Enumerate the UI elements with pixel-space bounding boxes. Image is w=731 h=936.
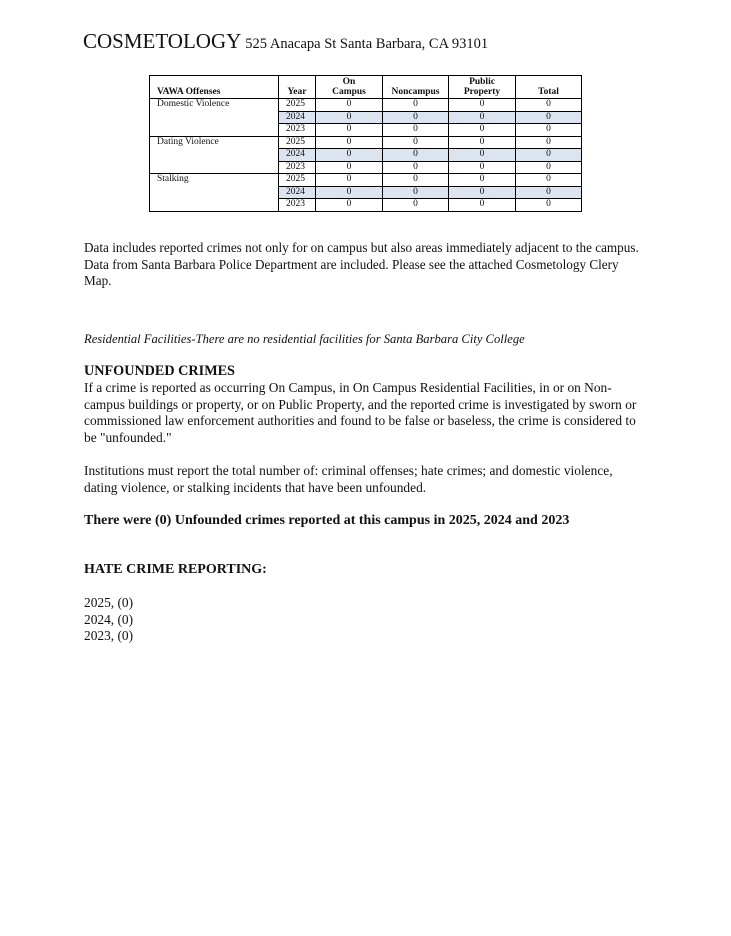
on-campus-cell: 0 bbox=[316, 161, 383, 174]
vawa-offenses-table bbox=[149, 75, 582, 212]
hate-crime-list bbox=[84, 595, 644, 645]
noncampus-cell: 0 bbox=[383, 99, 449, 112]
noncampus-cell: 0 bbox=[383, 199, 449, 212]
total-cell: 0 bbox=[516, 174, 582, 187]
total-cell: 0 bbox=[516, 149, 582, 162]
unfounded-crimes-heading: UNFOUNDED CRIMES bbox=[84, 363, 235, 379]
col-header-year: Year bbox=[279, 76, 316, 99]
table-row bbox=[150, 99, 582, 112]
total-cell: 0 bbox=[516, 124, 582, 137]
list-item: 2025, (0) bbox=[84, 595, 134, 610]
table-row bbox=[150, 174, 582, 187]
on-campus-cell: 0 bbox=[316, 99, 383, 112]
total-cell: 0 bbox=[516, 111, 582, 124]
noncampus-cell: 0 bbox=[383, 149, 449, 162]
col-header-offense: VAWA Offenses bbox=[150, 76, 279, 99]
noncampus-cell: 0 bbox=[383, 111, 449, 124]
residential-facilities-note: Residential Facilities-There are no residential facilities for Santa Barbara City College bbox=[84, 332, 525, 346]
col-header-total: Total bbox=[516, 76, 582, 99]
unfounded-definition-paragraph: If a crime is reported as occurring On Campus, in On Campus Residential Facilities, in or on Non-campus buildings or property, or on Public Property, and the reported crime is investigated by sworn or commissioned law enforcement authorities and found to be false or baseless, the crime is considered to be "unfounded." bbox=[84, 380, 637, 445]
noncampus-cell: 0 bbox=[383, 174, 449, 187]
offense-label: Domestic Violence bbox=[150, 99, 279, 137]
on-campus-cell: 0 bbox=[316, 174, 383, 187]
offense-label: Dating Violence bbox=[150, 136, 279, 174]
institutions-requirement-paragraph: Institutions must report the total number of: criminal offenses; hate crimes; and domestic violence, dating violence, or stalking incidents that have been unfounded. bbox=[84, 463, 613, 495]
year-cell: 2025 bbox=[279, 99, 316, 112]
year-cell: 2023 bbox=[279, 161, 316, 174]
page-header bbox=[83, 29, 488, 54]
table-row bbox=[150, 136, 582, 149]
col-header-on-campus: On Campus bbox=[316, 76, 383, 99]
campus-title: COSMETOLOGY bbox=[83, 29, 242, 53]
noncampus-cell: 0 bbox=[383, 161, 449, 174]
offense-label: Stalking bbox=[150, 174, 279, 212]
year-cell: 2024 bbox=[279, 186, 316, 199]
public-property-cell: 0 bbox=[449, 99, 516, 112]
campus-address: 525 Anacapa St Santa Barbara, CA 93101 bbox=[245, 36, 489, 52]
public-property-cell: 0 bbox=[449, 186, 516, 199]
unfounded-count-statement: There were (0) Unfounded crimes reported at this campus in 2025, 2024 and 2023 bbox=[84, 513, 570, 528]
on-campus-cell: 0 bbox=[316, 136, 383, 149]
col-header-public-property: Public Property bbox=[449, 76, 516, 99]
year-cell: 2023 bbox=[279, 199, 316, 212]
public-property-cell: 0 bbox=[449, 136, 516, 149]
total-cell: 0 bbox=[516, 161, 582, 174]
total-cell: 0 bbox=[516, 199, 582, 212]
on-campus-cell: 0 bbox=[316, 186, 383, 199]
public-property-cell: 0 bbox=[449, 174, 516, 187]
public-property-cell: 0 bbox=[449, 149, 516, 162]
noncampus-cell: 0 bbox=[383, 136, 449, 149]
col-header-noncampus: Noncampus bbox=[383, 76, 449, 99]
on-campus-cell: 0 bbox=[316, 111, 383, 124]
public-property-cell: 0 bbox=[449, 124, 516, 137]
year-cell: 2024 bbox=[279, 149, 316, 162]
hate-crime-heading: HATE CRIME REPORTING: bbox=[84, 562, 267, 577]
noncampus-cell: 0 bbox=[383, 124, 449, 137]
total-cell: 0 bbox=[516, 99, 582, 112]
list-item: 2024, (0) bbox=[84, 611, 134, 627]
year-cell: 2025 bbox=[279, 174, 316, 187]
year-cell: 2023 bbox=[279, 124, 316, 137]
list-item: 2023, (0) bbox=[84, 628, 134, 643]
public-property-cell: 0 bbox=[449, 111, 516, 124]
data-source-note: Data includes reported crimes not only for on campus but also areas immediately adjacent to the campus. Data from Santa Barbara Police Department are included. Please see the attached Cosmetology Clery Map. bbox=[84, 240, 639, 288]
on-campus-cell: 0 bbox=[316, 124, 383, 137]
total-cell: 0 bbox=[516, 186, 582, 199]
noncampus-cell: 0 bbox=[383, 186, 449, 199]
public-property-cell: 0 bbox=[449, 161, 516, 174]
year-cell: 2025 bbox=[279, 136, 316, 149]
public-property-cell: 0 bbox=[449, 199, 516, 212]
year-cell: 2024 bbox=[279, 111, 316, 124]
on-campus-cell: 0 bbox=[316, 199, 383, 212]
total-cell: 0 bbox=[516, 136, 582, 149]
on-campus-cell: 0 bbox=[316, 149, 383, 162]
table-header-row bbox=[150, 76, 582, 99]
